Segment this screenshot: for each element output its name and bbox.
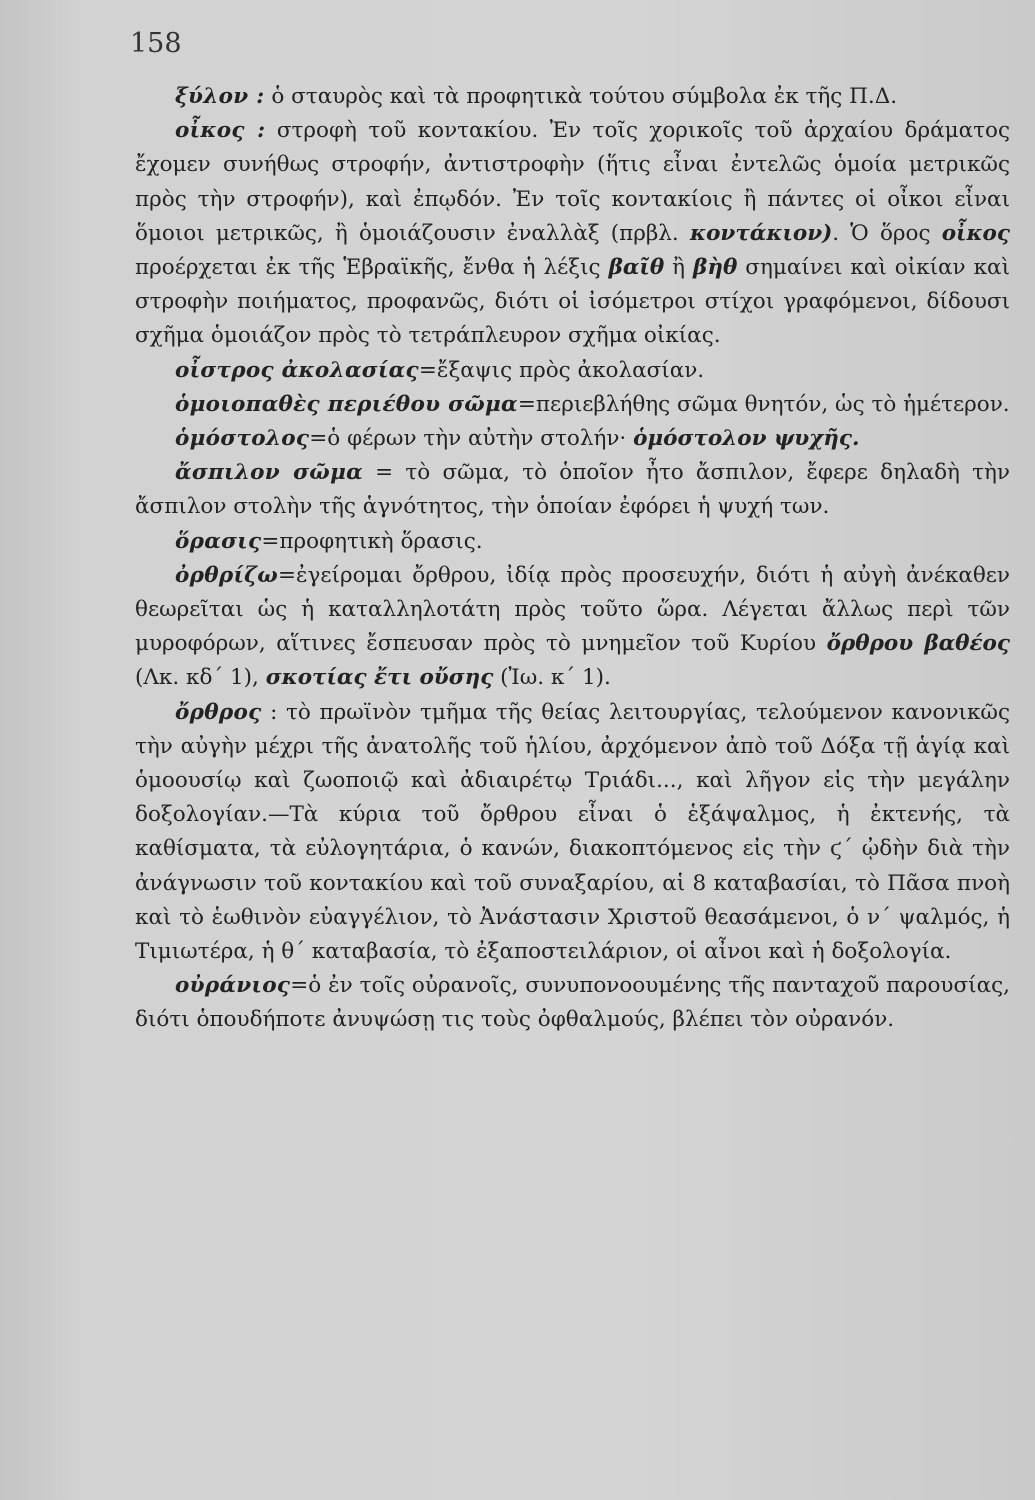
- entry-orasis: ὅρασις=προφητικὴ ὅρασις.: [175, 528, 483, 554]
- entry-orthrizo: ὀρθρίζω=ἐγείρομαι ὄρθρου, ἰδίᾳ πρὸς προσευχήν, διότι ἡ αὐγὴ ἀνέκαθεν θεωρεῖται ὡς ἡ καταλληλοτάτη πρὸς τοῦτο ὥρα. Λέγεται ἄλλως περὶ τῶν μυροφόρων, αἵτινες ἔσπευσαν πρὸς τὸ μνημεῖον τοῦ Κυρίου ὄρθρου βαθέος (Λκ. κδ΄ 1), σκοτίας ἔτι οὔσης (Ἰω. κ΄ 1).: [135, 562, 1010, 691]
- term: ὁμοιοπαθὲς περιέθου σῶμα: [175, 391, 518, 417]
- term: ὅρασις: [175, 528, 262, 554]
- entry-ouranios: οὐράνιος=ὁ ἐν τοῖς οὐρανοῖς, συνυπονοουμένης τῆς πανταχοῦ παρουσίας, διότι ὁπουδήποτε ἀνυψώσῃ τις τοὺς ὀφθαλμούς, βλέπει τὸν οὐρανόν.: [135, 973, 1010, 1033]
- entry-oistros: οἶστρος ἀκολασίας=ἔξαψις πρὸς ἀκολασίαν.: [175, 357, 705, 383]
- entry-oikos: οἶκος : στροφὴ τοῦ κοντακίου. Ἐν τοῖς χορικοῖς τοῦ ἀρχαίου δράματος ἔχομεν συνήθως στροφήν, ἀντιστροφὴν (ἥτις εἶναι ἐντελῶς ὁμοία μετρικῶς πρὸς τὴν στροφήν), καὶ ἐπῳδόν. Ἐν τοῖς κοντακίοις ἢ πάντες οἱ οἶκοι εἶναι ὅμοιοι μετρικῶς, ἢ ὁμοιάζουσιν ἐναλλὰξ (πρβλ. κοντάκιον). Ὁ ὅρος οἶκος προέρχεται ἐκ τῆς Ἑβραϊκῆς, ἔνθα ἡ λέξις βαῖθ ἢ βὴθ σημαίνει καὶ οἰκίαν καὶ στροφὴν ποιήματος, προφανῶς, διότι οἱ ἰσόμετροι στίχοι γραφόμενοι, δίδουσι σχῆμα ὁμοιάζον πρὸς τὸ τετράπλευρον σχῆμα οἰκίας.: [135, 118, 1011, 349]
- entry-omoiopathes: ὁμοιοπαθὲς περιέθου σῶμα=περιεβλήθης σῶμα θνητόν, ὡς τὸ ἡμέτερον.: [175, 391, 1010, 417]
- term: ὄρθρος: [175, 699, 262, 725]
- term: ἄσπιλον σῶμα: [175, 460, 363, 486]
- term: οἶκος :: [175, 118, 266, 144]
- page-number: 158: [130, 28, 182, 59]
- term: ὁμόστολος: [175, 426, 310, 452]
- term: ξύλον :: [175, 84, 265, 109]
- entry-orthros: ὄρθρος : τὸ πρωϊνὸν τμῆμα τῆς θείας λειτουργίας, τελούμενον κανονικῶς τὴν αὐγὴν μέχρι τῆς ἀνατολῆς τοῦ ἡλίου, ἀρχόμενον ἀπὸ τοῦ Δόξα τῇ ἁγίᾳ καὶ ὁμοουσίῳ καὶ ζωοποιῷ καὶ ἀδιαιρέτῳ Τριάδι..., καὶ λῆγον εἰς τὴν μεγάλην δοξολογίαν.—Τὰ κύρια τοῦ ὄρθρου εἶναι ὁ ἑξάψαλμος, ἡ ἐκτενής, τὰ καθίσματα, τὰ εὐλογητάρια, ὁ κανών, διακοπτόμενος εἰς τὴν ϛ΄ ᾠδὴν διὰ τὴν ἀνάγνωσιν τοῦ κοντακίου καὶ τοῦ συναξαρίου, αἱ 8 καταβασίαι, τὸ Πᾶσα πνοὴ καὶ τὸ ἑωθινὸν εὐαγγέλιον, τὸ Ἀνάστασιν Χριστοῦ θεασάμενοι, ὁ ν΄ ψαλμός, ἡ Τιμιωτέρα, ἡ θ΄ καταβασία, τὸ ἐξαποστειλάριον, οἱ αἶνοι καὶ ἡ δοξολογία.: [135, 699, 1010, 965]
- glossary-text: [135, 80, 1010, 1038]
- entry-omostolos: ὁμόστολος=ὁ φέρων τὴν αὐτὴν στολήν· ὁμόστολον ψυχῆς.: [175, 426, 860, 452]
- entry-xylon: ξύλον : ὁ σταυρὸς καὶ τὰ προφητικὰ τούτου σύμβολα ἐκ τῆς Π.Δ.: [175, 84, 898, 109]
- entry-aspilon: ἄσπιλον σῶμα = τὸ σῶμα, τὸ ὁποῖον ἦτο ἄσπιλον, ἔφερε δηλαδὴ τὴν ἄσπιλον στολὴν τῆς ἁγνότητος, τὴν ὁποίαν ἐφόρει ἡ ψυχή των.: [135, 460, 1010, 520]
- term: οὐράνιος: [175, 973, 291, 999]
- term: οἶστρος ἀκολασίας: [175, 357, 419, 383]
- term: ὀρθρίζω: [175, 562, 278, 588]
